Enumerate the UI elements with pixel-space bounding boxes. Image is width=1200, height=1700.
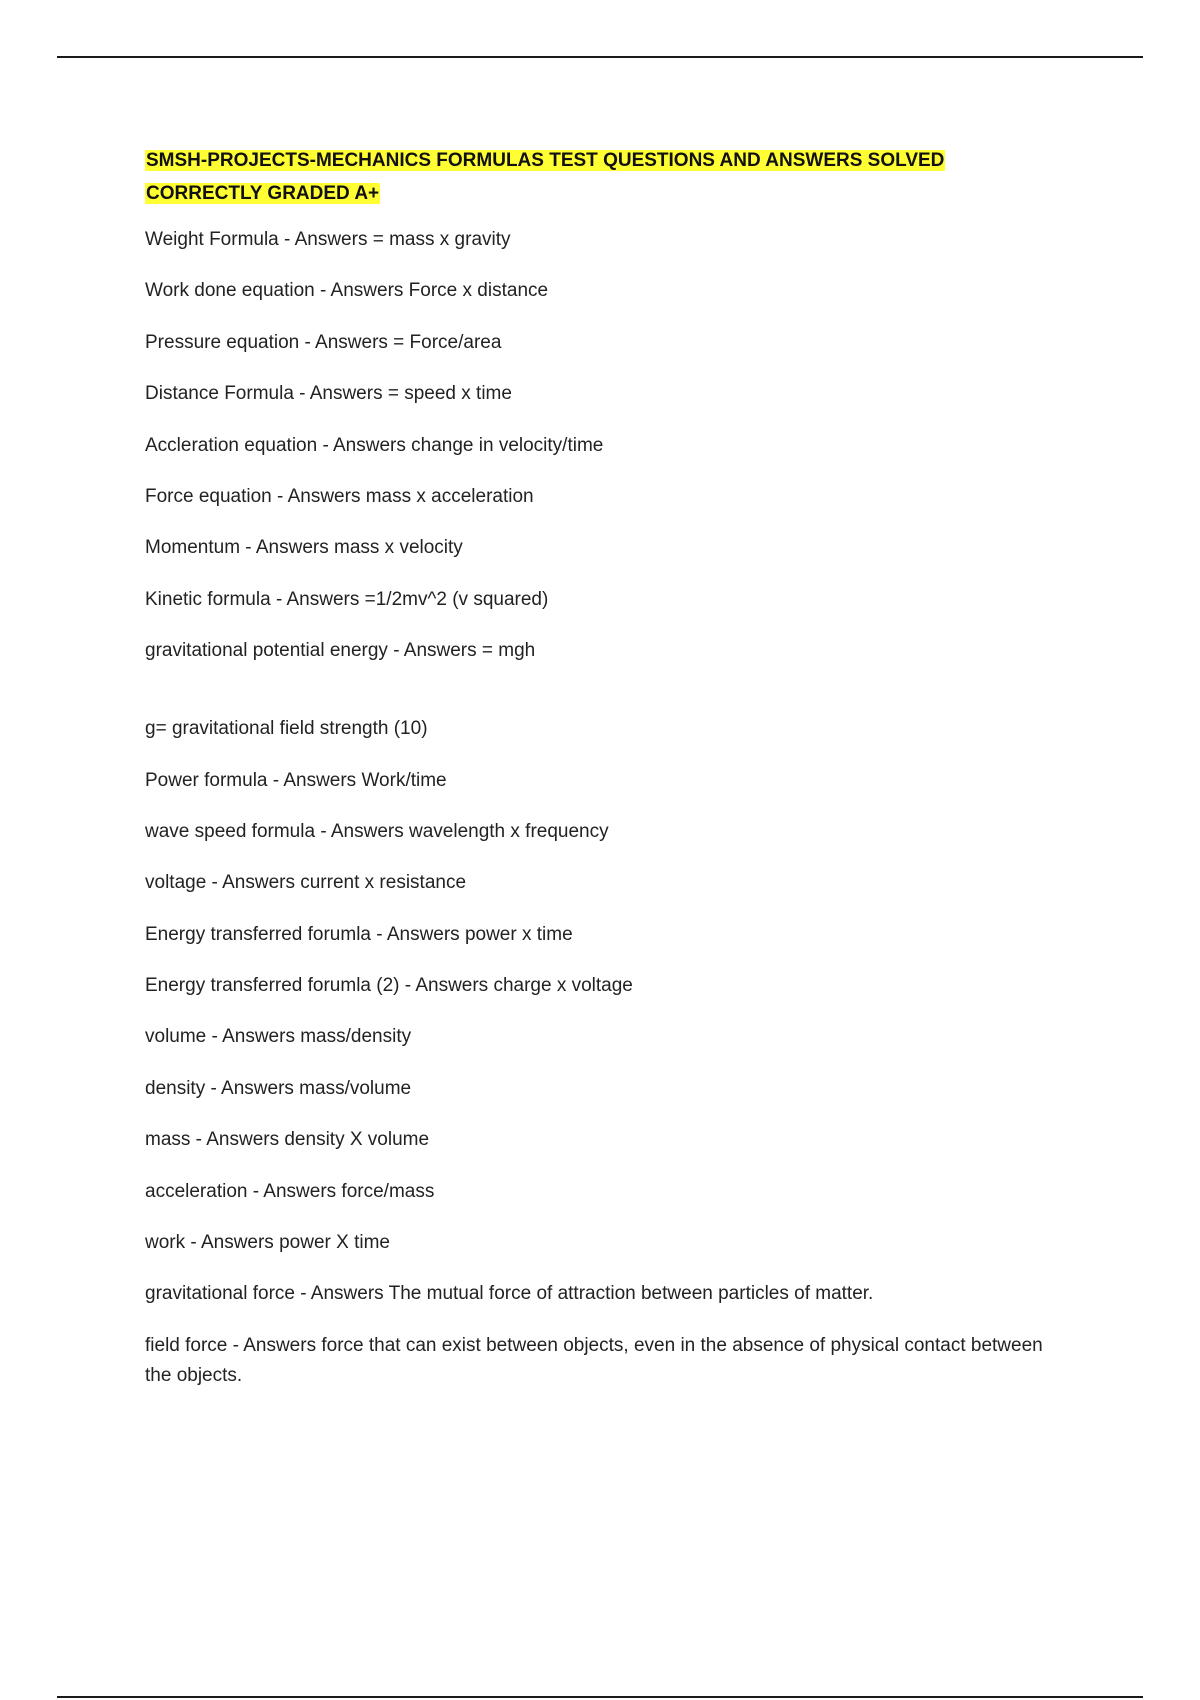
qa-item: gravitational potential energy - Answers = mgh xyxy=(145,640,536,662)
document-title xyxy=(145,144,1045,210)
qa-item: gravitational force - Answers The mutual force of attraction between particles of matter. xyxy=(145,1283,874,1305)
qa-item: Power formula - Answers Work/time xyxy=(145,769,447,791)
qa-item: voltage - Answers current x resistance xyxy=(145,872,467,894)
bottom-rule xyxy=(57,1696,1143,1698)
qa-list xyxy=(145,225,1045,1412)
qa-item: Energy transferred forumla - Answers power x time xyxy=(145,923,573,945)
qa-item: Force equation - Answers mass x acceleration xyxy=(145,485,534,507)
qa-item: acceleration - Answers force/mass xyxy=(145,1180,435,1202)
qa-item: density - Answers mass/volume xyxy=(145,1077,412,1099)
qa-item: work - Answers power X time xyxy=(145,1232,390,1254)
qa-item: wave speed formula - Answers wavelength x frequency xyxy=(145,820,609,842)
qa-item: Pressure equation - Answers = Force/area xyxy=(145,331,502,353)
qa-item: Work done equation - Answers Force x distance xyxy=(145,280,549,302)
qa-item: field force - Answers force that can exist between objects, even in the absence of physical contact between the objects. xyxy=(145,1334,1043,1386)
qa-item: Distance Formula - Answers = speed x time xyxy=(145,383,512,405)
qa-item: mass - Answers density X volume xyxy=(145,1129,430,1151)
qa-item: g= gravitational field strength (10) xyxy=(145,718,428,740)
qa-item: Energy transferred forumla (2) - Answers charge x voltage xyxy=(145,975,633,997)
qa-item: Weight Formula - Answers = mass x gravity xyxy=(145,229,511,250)
document-title-text: SMSH-PROJECTS-MECHANICS FORMULAS TEST QUESTIONS AND ANSWERS SOLVED CORRECTLY GRADED A+ xyxy=(146,150,945,204)
qa-item: Accleration equation - Answers change in velocity/time xyxy=(145,434,604,456)
qa-item: volume - Answers mass/density xyxy=(145,1026,412,1048)
qa-item: Kinetic formula - Answers =1/2mv^2 (v squared) xyxy=(145,588,549,610)
top-rule xyxy=(57,56,1143,58)
qa-item: Momentum - Answers mass x velocity xyxy=(145,537,463,559)
